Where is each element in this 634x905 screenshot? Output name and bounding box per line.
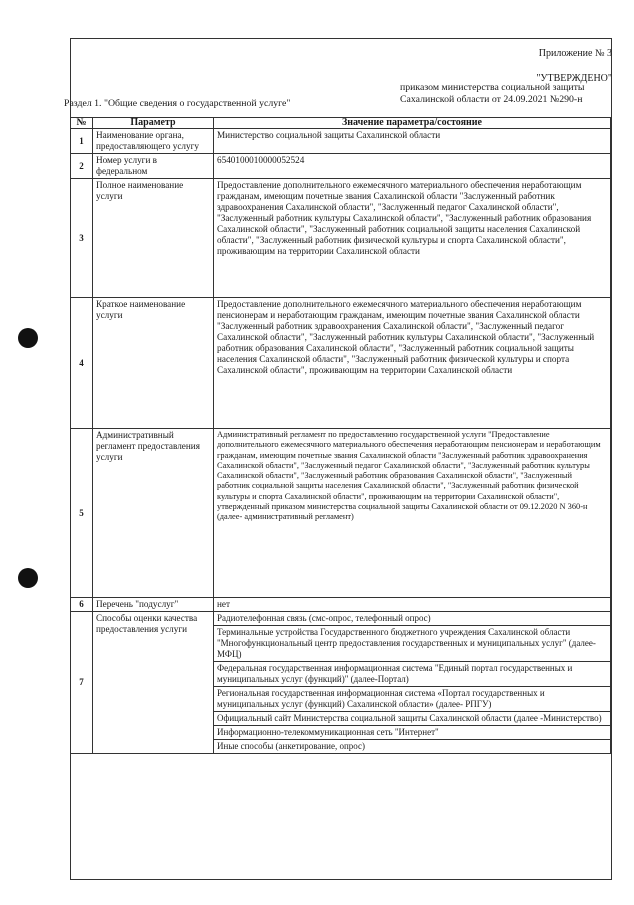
section-title: Раздел 1. "Общие сведения о государственной услуге" (64, 98, 291, 109)
table-row (71, 598, 611, 612)
column-header-num: № (71, 118, 93, 129)
method-item: Региональная государственная информационная система «Портал государственных и муниципальных услуг (функций) Сахалинской области» (далее- РПГУ) (214, 687, 610, 712)
row-number: 7 (71, 612, 93, 754)
table-header-row (71, 118, 611, 129)
table-row (71, 298, 611, 429)
table-row (71, 154, 611, 179)
param-cell: Номер услуги в федеральном (93, 154, 214, 179)
methods-cell (214, 612, 611, 754)
table-row (71, 129, 611, 154)
method-item: Информационно-телекоммуникационная сеть "Интернет" (214, 726, 610, 740)
appendix-label: Приложение № 3 (538, 48, 612, 59)
value-cell: нет (214, 598, 611, 612)
approved-stamp: "УТВЕРЖДЕНО" (536, 73, 612, 84)
value-cell: Министерство социальной защиты Сахалинской области (214, 129, 611, 154)
row-number: 5 (71, 429, 93, 598)
value-cell: Административный регламент по предоставлению государственной услуги "Предоставление дополнительного ежемесячного материального обеспечения неработающим пенсионерам и неработающим гражданам, имеющим почетные звания Сахалинской области "Заслуженный работник здравоохранения Сахалинской области", "Заслуженный педагог Сахалинской области", "Заслуженный работник культуры Сахалинской области", "Заслуженный работник образования Сахалинской области", "Заслуженный работник социальной защиты населения Сахалинской области", "Заслуженный работник физической культуры и спорта Сахалинской области", проживающим на территории Сахалинской области", утвержденный приказом министерства социальной защиты Сахалинской области от 09.12.2020 N 360-н (далее- административный регламент) (214, 429, 611, 598)
column-header-value: Значение параметра/состояние (214, 118, 611, 129)
row-number: 1 (71, 129, 93, 154)
row-number: 6 (71, 598, 93, 612)
table-row (71, 612, 611, 754)
order-reference: приказом министерства социальной защиты Сахалинской области от 24.09.2021 №290-н (400, 82, 585, 105)
method-item: Терминальные устройства Государственного бюджетного учреждения Сахалинской области "Многофункциональный центр предоставления государственных и муниципальных услуг" (далее- МФЦ) (214, 626, 610, 662)
param-cell: Полное наименование услуги (93, 179, 214, 298)
param-cell: Административный регламент предоставления услуги (93, 429, 214, 598)
row-number: 2 (71, 154, 93, 179)
row-number: 3 (71, 179, 93, 298)
table-row (71, 429, 611, 598)
param-cell: Перечень "подуслуг" (93, 598, 214, 612)
value-cell: 6540100010000052524 (214, 154, 611, 179)
method-item: Радиотелефонная связь (смс-опрос, телефонный опрос) (214, 612, 610, 626)
column-header-param: Параметр (93, 118, 214, 129)
param-cell: Краткое наименование услуги (93, 298, 214, 429)
value-cell: Предоставление дополнительного ежемесячного материального обеспечения неработающим пенсионерам и неработающим гражданам, имеющим почетные звания Сахалинской области "Заслуженный работник здравоохранения Сахалинской области", "Заслуженный педагог Сахалинской области", "Заслуженный работник культуры Сахалинской области", "Заслуженный работник образования Сахалинской области", "Заслуженный работник социальной защиты населения Сахалинской области", "Заслуженный работник физической культуры и спорта Сахалинской области", проживающим на территории Сахалинской области (214, 298, 611, 429)
punch-hole (18, 568, 38, 588)
method-item: Официальный сайт Министерства социальной защиты Сахалинской области (далее -Министерство) (214, 712, 610, 726)
value-cell: Предоставление дополнительного ежемесячного материального обеспечения неработающим гражданам, имеющим почетные звания Сахалинской области "Заслуженный работник здравоохранения Сахалинской области", "Заслуженный педагог Сахалинской области", "Заслуженный работник культуры Сахалинской области", "Заслуженный работник образования Сахалинской области", "Заслуженный работник социальной защиты населения Сахалинской области", "Заслуженный работник физической культуры и спорта Сахалинской области", проживающим на территории Сахалинской области (214, 179, 611, 298)
method-item: Иные способы (анкетирование, опрос) (217, 741, 365, 751)
punch-hole (18, 328, 38, 348)
param-cell: Способы оценки качества предоставления услуги (93, 612, 214, 754)
param-cell: Наименование органа, предоставляющего услугу (93, 129, 214, 154)
service-info-table (70, 117, 611, 754)
table-row (71, 179, 611, 298)
row-number: 4 (71, 298, 93, 429)
method-item: Федеральная государственная информационная система "Единый портал государственных и муниципальных услуг (функций)" (далее-Портал) (214, 662, 610, 687)
